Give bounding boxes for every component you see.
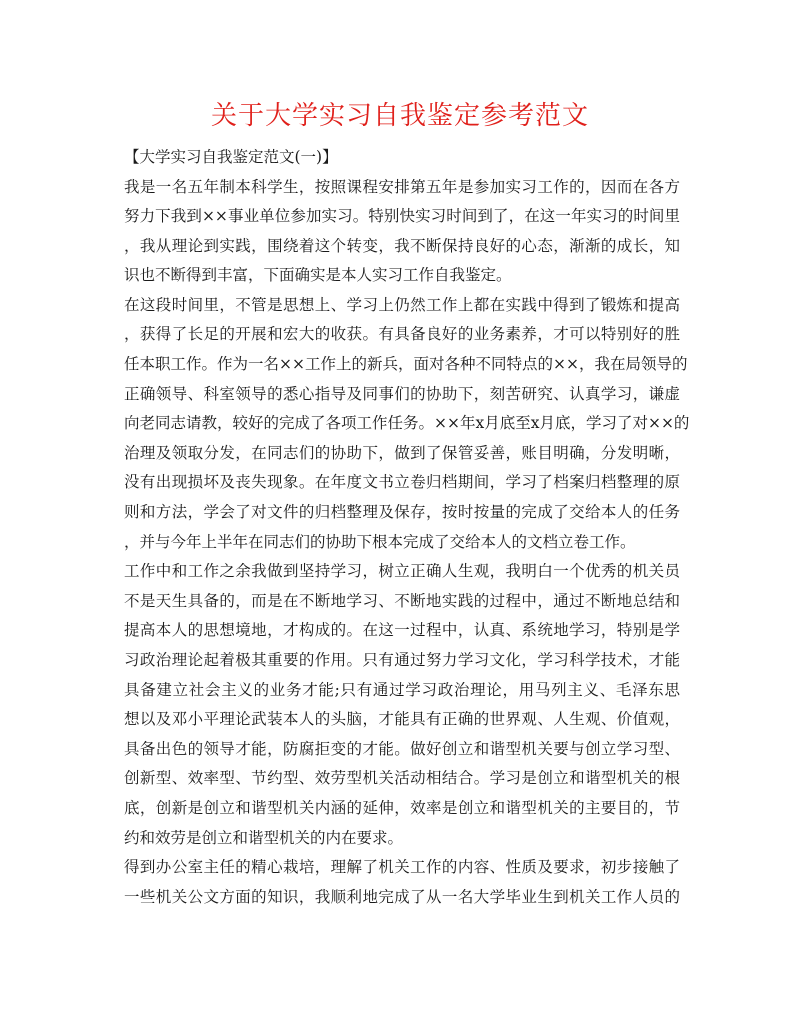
paragraph-line: 向老同志请教，较好的完成了各项工作任务。××年x月底至x月底，学习了对××的 <box>124 414 690 433</box>
paragraph-line: ，我从理论到实践，围绕着这个转变，我不断保持良好的心态，渐渐的成长，知 <box>124 236 680 255</box>
paragraph <box>124 173 680 291</box>
paragraph-line: 约和效劳是创立和谐型机关的内在要求。 <box>124 828 404 847</box>
paragraph-line: 具备出色的领导才能，防腐拒变的才能。做好创立和谐型机关要与创立学习型、 <box>124 739 680 758</box>
paragraph-line: 具备建立社会主义的业务才能;只有通过学习政治理论，用马列主义、毛泽东思 <box>124 680 680 699</box>
paragraph-line: 一些机关公文方面的知识，我顺利地完成了从一名大学毕业生到机关工作人员的 <box>124 887 680 906</box>
paragraph-line: 得到办公室主任的精心栽培，理解了机关工作的内容、性质及要求，初步接触了 <box>124 858 680 877</box>
paragraph-list <box>124 173 690 913</box>
paragraph-line: 底，创新是创立和谐型机关内涵的延伸，效率是创立和谐型机关的主要目的，节 <box>124 798 680 817</box>
paragraph-line: 工作中和工作之余我做到坚持学习，树立正确人生观，我明白一个优秀的机关员 <box>124 562 680 581</box>
paragraph-line: 没有出现损坏及丧失现象。在年度文书立卷归档期间，学习了档案归档整理的原 <box>124 473 680 492</box>
paragraph <box>124 291 690 557</box>
paragraph-line: ，并与今年上半年在同志们的协助下根本完成了交给本人的文档立卷工作。 <box>124 532 636 551</box>
paragraph-line: 在这段时间里，不管是思想上、学习上仍然工作上都在实践中得到了锻炼和提高 <box>124 295 680 314</box>
paragraph-line: 习政治理论起着极其重要的作用。只有通过努力学习文化，学习科学技术，才能 <box>124 651 680 669</box>
paragraph-line: 治理及领取分发，在同志们的协助下，做到了保管妥善，账目明确，分发明晰， <box>124 443 680 462</box>
paragraph-line: 创新型、效率型、节约型、效劳型机关活动相结合。学习是创立和谐型机关的根 <box>124 769 680 788</box>
paragraph-line: ，获得了长足的开展和宏大的收获。有具备良好的业务素养，才可以特别好的胜 <box>124 325 680 344</box>
paragraph-line: 想以及邓小平理论武装本人的头脑，才能具有正确的世界观、人生观、价值观， <box>124 710 680 729</box>
paragraph-line: 我是一名五年制本科学生，按照课程安排第五年是参加实习工作的，因而在各方 <box>124 177 680 196</box>
paragraph-line: 任本职工作。作为一名××工作上的新兵，面对各种不同特点的××，我在局领导的 <box>124 355 688 374</box>
paragraph <box>124 853 680 912</box>
document-body <box>124 143 690 912</box>
section-heading: 【大学实习自我鉴定范文(一)】 <box>124 148 338 166</box>
paragraph-line: 正确领导、科室领导的悉心指导及同事们的协助下，刻苦研究、认真学习，谦虚 <box>124 384 680 403</box>
paragraph-line: 不是天生具备的，而是在不断地学习、不断地实践的过程中，通过不断地总结和 <box>124 591 680 610</box>
paragraph-line: 识也不断得到丰富，下面确实是本人实习工作自我鉴定。 <box>124 266 512 285</box>
paragraph-line: 提高本人的思想境地，才构成的。在这一过程中，认真、系统地学习，特别是学 <box>124 621 680 640</box>
paragraph-line: 则和方法，学会了对文件的归档整理及保存，按时按量的完成了交给本人的任务 <box>124 503 680 522</box>
paragraph-line: 努力下我到××事业单位参加实习。特别快实习时间到了，在这一年实习的时间里 <box>124 207 680 226</box>
paragraph <box>124 557 680 853</box>
document-title: 关于大学实习自我鉴定参考范文 <box>210 101 589 131</box>
